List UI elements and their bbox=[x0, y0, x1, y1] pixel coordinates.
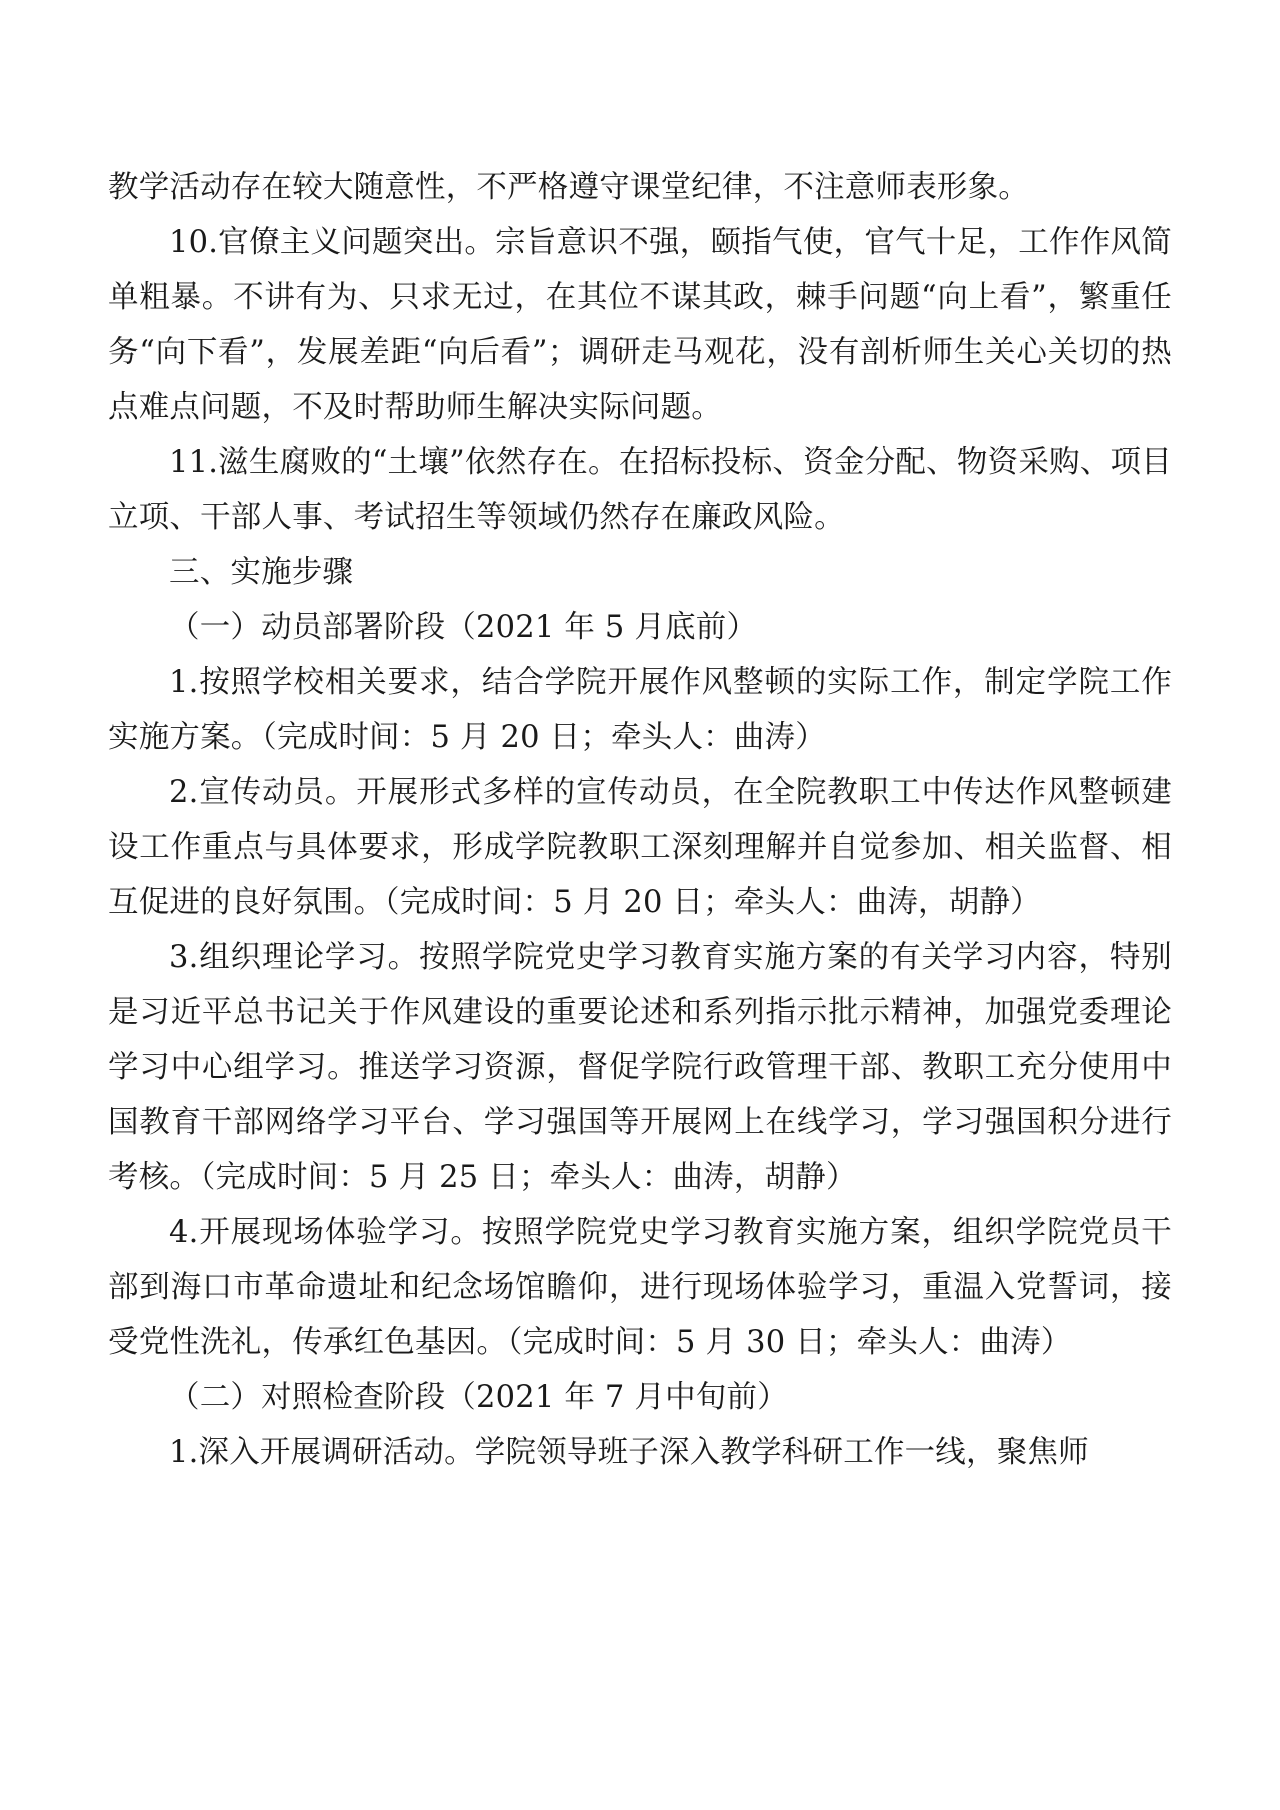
paragraph-stage1-item-1: 1.按照学校相关要求，结合学院开展作风整顿的实际工作，制定学院工作实施方案。（完成时间：5 月 20 日；牵头人：曲涛） bbox=[108, 665, 1172, 755]
subsection-heading-stage-two: （二）对照检查阶段（2021 年 7 月中旬前） bbox=[169, 1380, 788, 1415]
paragraph-stage1-item-4: 4.开展现场体验学习。按照学院党史学习教育实施方案，组织学院党员干部到海口市革命遗址和纪念场馆瞻仰，进行现场体验学习，重温入党誓词，接受党性洗礼，传承红色基因。（完成时间：5 月 30 日；牵头人：曲涛） bbox=[108, 1215, 1172, 1360]
paragraph-stage1-item-2: 2.宣传动员。开展形式多样的宣传动员，在全院教职工中传达作风整顿建设工作重点与具体要求，形成学院教职工深刻理解并自觉参加、相关监督、相互促进的良好氛围。（完成时间：5 月 20 日；牵头人：曲涛，胡静） bbox=[108, 775, 1172, 920]
document-body bbox=[108, 160, 1172, 1480]
paragraph-continued: 教学活动存在较大随意性，不严格遵守课堂纪律，不注意师表形象。 bbox=[108, 170, 1029, 205]
paragraph-item-10: 10.官僚主义问题突出。宗旨意识不强，颐指气使，官气十足，工作作风简单粗暴。不讲有为、只求无过，在其位不谋其政，棘手问题“向上看”，繁重任务“向下看”，发展差距“向后看”；调研走马观花，没有剖析师生关心关切的热点难点问题，不及时帮助师生解决实际问题。 bbox=[108, 225, 1172, 425]
subsection-heading-stage-one: （一）动员部署阶段（2021 年 5 月底前） bbox=[169, 610, 758, 645]
paragraph-stage1-item-3: 3.组织理论学习。按照学院党史学习教育实施方案的有关学习内容，特别是习近平总书记关于作风建设的重要论述和系列指示批示精神，加强党委理论学习中心组学习。推送学习资源，督促学院行政管理干部、教职工充分使用中国教育干部网络学习平台、学习强国等开展网上在线学习，学习强国积分进行考核。（完成时间：5 月 25 日；牵头人：曲涛，胡静） bbox=[108, 940, 1172, 1195]
paragraph-item-11: 11.滋生腐败的“土壤”依然存在。在招标投标、资金分配、物资采购、项目立项、干部人事、考试招生等领域仍然存在廉政风险。 bbox=[108, 445, 1172, 535]
paragraph-stage2-item-1: 1.深入开展调研活动。学院领导班子深入教学科研工作一线，聚焦师 bbox=[169, 1435, 1089, 1470]
section-heading-three: 三、实施步骤 bbox=[169, 555, 354, 590]
